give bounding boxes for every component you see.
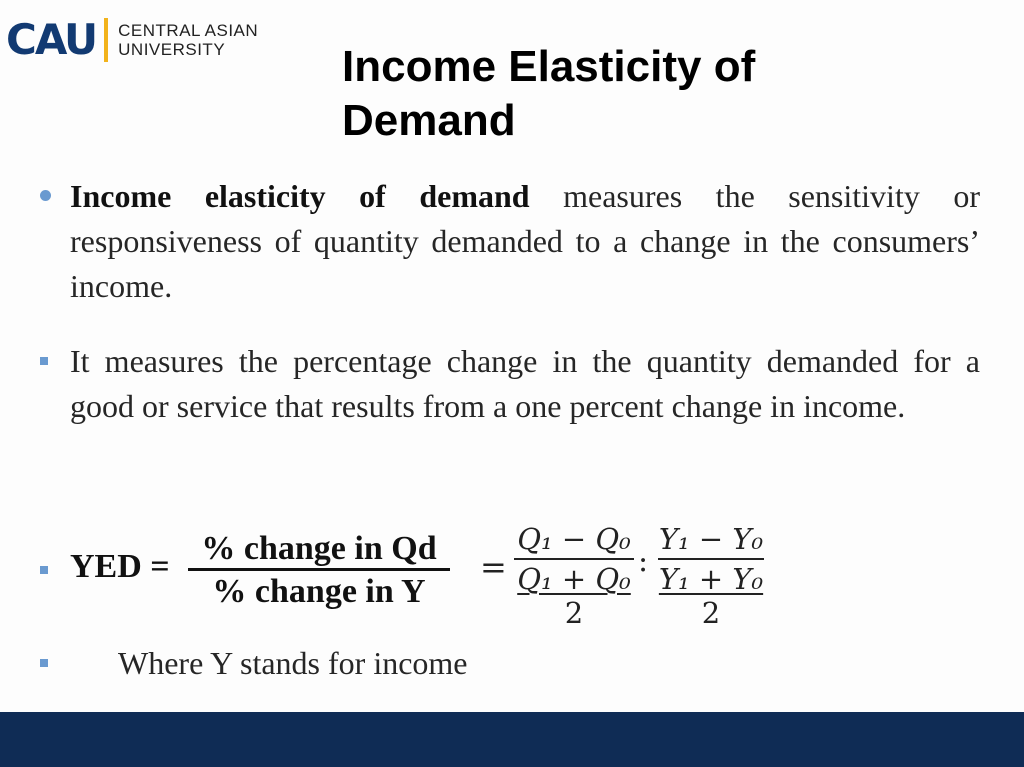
bullet-measure-text: It measures the percentage change in the quantity demanded for a good or service that results from a one percent change in income. [70,343,980,424]
yed-label: YED = [70,548,170,585]
ratio-colon: : [638,544,649,579]
title-line-1: Income Elasticity of [342,42,756,91]
quantity-midpoint-fraction [514,522,634,630]
logo-line-2: UNIVERSITY [118,40,226,59]
logo-mark: CAU [6,15,97,64]
round-bullet-icon [40,190,51,201]
income-midpoint-fraction [658,522,764,630]
definition-rest: measures the sensitivity or responsiveness of quantity demanded to a change in the consumers’ income. [70,178,981,304]
q-divisor: 2 [564,596,584,630]
bullet-where [70,641,980,686]
q-fraction-bar [514,558,634,560]
fraction-numerator: % change in Qd [201,530,437,567]
y-numerator: Y₁ − Y₀ [658,522,764,556]
fraction-denominator: % change in Y [212,573,426,610]
logo-line-1: CENTRAL ASIAN [118,21,259,40]
slide-title [342,40,982,148]
percent-change-fraction [188,532,450,609]
university-logo [6,15,259,64]
footer-bar [0,712,1024,767]
square-bullet-icon [40,659,48,667]
square-bullet-icon [40,566,48,574]
logo-divider [104,18,108,62]
y-fraction-bar [658,558,764,560]
y-divisor: 2 [701,596,721,630]
bullet-where-text: Where Y stands for income [118,645,468,681]
square-bullet-icon [40,357,48,365]
y-denominator: Y₁ + Y₀ [658,562,764,596]
q-denominator: Q₁ + Q₀ [517,562,631,596]
bullet-definition [70,174,980,309]
title-line-2: Demand [342,96,516,145]
bullet-definition-text [70,174,980,309]
bullet-measure [70,339,980,429]
equals-sign: = [480,548,507,586]
q-numerator: Q₁ − Q₀ [517,522,631,556]
fraction-bar [188,568,450,571]
logo-text [118,21,258,59]
term-bold: Income elasticity of demand [70,178,530,214]
